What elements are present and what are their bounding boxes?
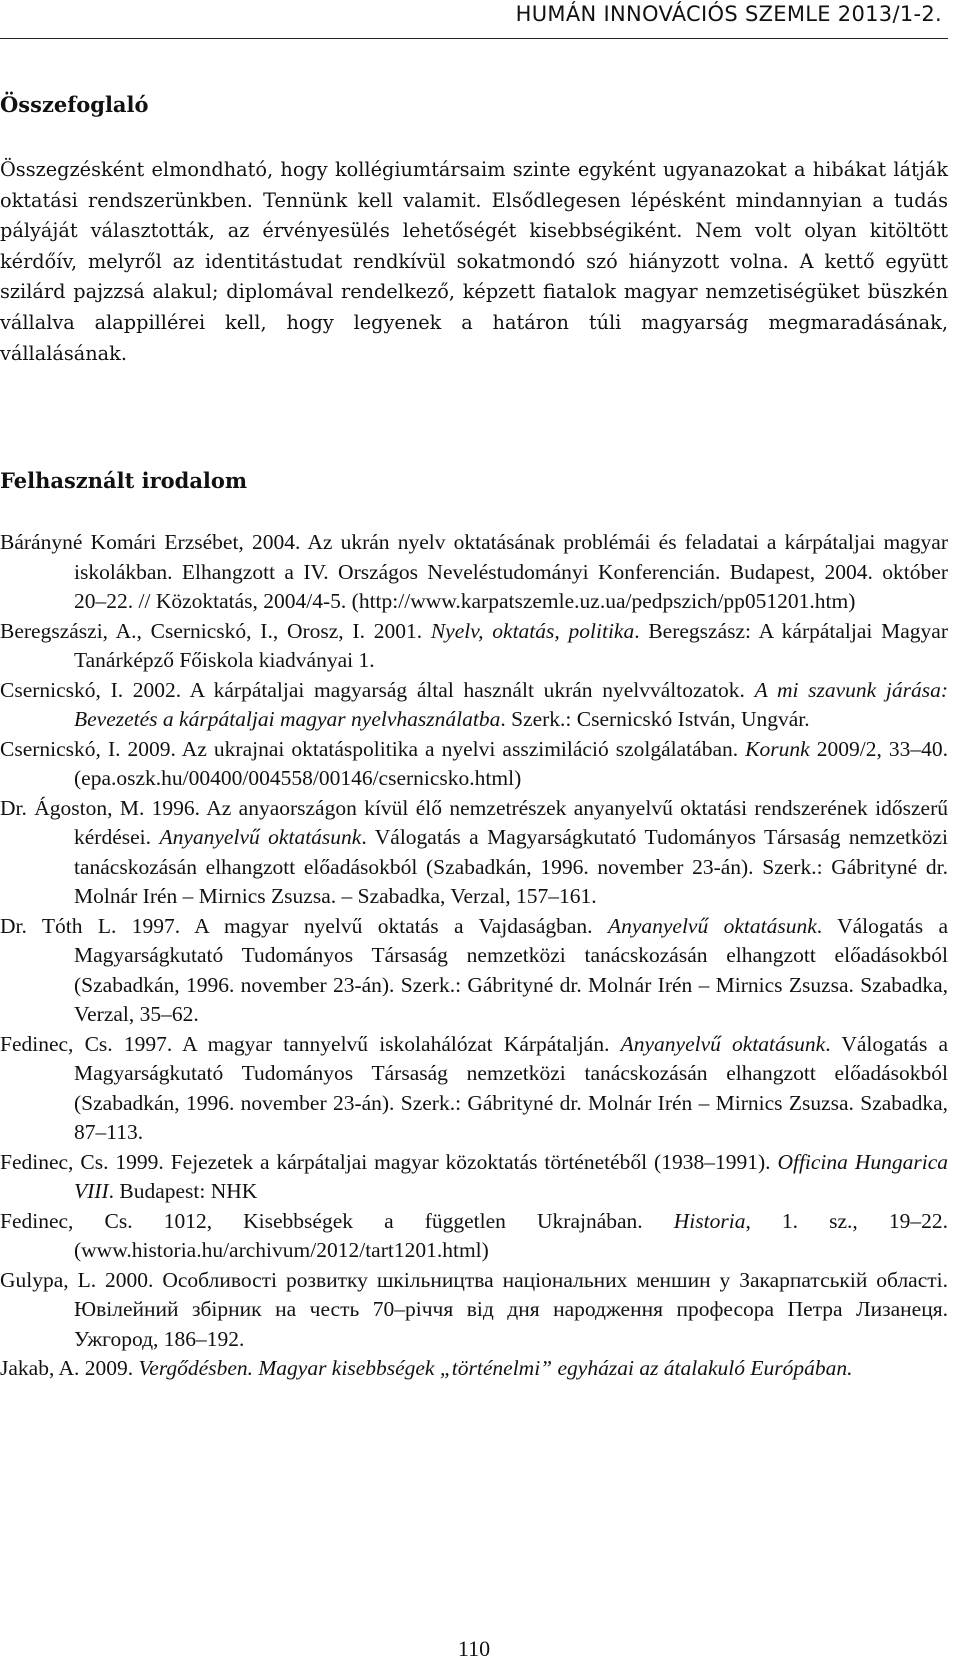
reference-text: Fedinec, Cs. 1997. A magyar tannyelvű iskolahálózat Kárpátalján.	[0, 1031, 621, 1056]
reference-text: . Válogatás a Magyarságkutató Tudományos Társaság nemzetközi tanácskozásán elhangzott előadásokból (Szabadkán, 1996. november 23-án). Szerk.: Gábrityné dr. Molnár Irén – Mirnics Zsuzsa. – Szabadka, Verzal, 157–161.	[74, 825, 948, 908]
reference-title: Officina Hungarica VIII	[74, 1149, 948, 1203]
reference-text: Dr. Ágoston, M. 1996. Az anyaországon kívül élő nemzetrészek anyanyelvű oktatási rendszerének időszerű kérdései.	[0, 795, 948, 849]
reference-text: 2009/2, 33–40. (epa.oszk.hu/00400/004558/00146/csernicsko.html)	[74, 736, 948, 790]
reference-title: Nyelv, oktatás, politika	[430, 618, 635, 643]
reference-item	[0, 1148, 948, 1207]
reference-item	[0, 617, 948, 676]
reference-title: Korunk	[745, 736, 810, 761]
reference-text: . Válogatás a Magyarságkutató Tudományos Társaság nemzetközi tanácskozásán elhangzott előadásokból (Szabadkán, 1996. november 23-án). Szerk.: Gábrityné dr. Molnár Irén – Mirnics Zsuzsa. Szabadka, Verzal, 35–62.	[74, 913, 948, 1026]
summary-heading: Összefoglaló	[0, 92, 149, 117]
running-header	[0, 0, 948, 39]
reference-title: Anyanyelvű oktatásunk	[620, 1031, 826, 1056]
reference-item	[0, 528, 948, 617]
reference-text: Gulypa, L. 2000. Особливості розвитку шкільництва національних меншин у Закарпатській області. Ювілейний збірник на честь 70–річчя від дня народження професора Петра Лизанеця. Ужгород, 186–192.	[0, 1267, 948, 1351]
reference-title: Vergődésben. Magyar kisebbségek „történelmi” egyházai az átalakuló Európában.	[138, 1356, 853, 1380]
reference-text: Dr. Tóth L. 1997. A magyar nyelvű oktatás a Vajdaságban.	[0, 913, 608, 938]
reference-text: Fedinec, Cs. 1999. Fejezetek a kárpátaljai magyar közoktatás történetéből (1938–1991).	[0, 1149, 778, 1174]
summary-paragraph: Összegzésként elmondható, hogy kollégiumtársaim szinte egyként ugyanazokat a hibákat látják oktatási rendszerünkben. Tennünk kell valamit. Elsődlegesen lépésként mindannyian a tudás pályáját választották, az érvényesülés lehetőségét kisebbségiként. Nem volt olyan kitöltött kérdőív, melyről az identitástudat rendkívül sokatmondó szó hiányzott volna. A kettő együtt szilárd pajzzsá alakul; diplomával rendelkező, képzett fiatalok magyar nemzetiségüket büszkén vállalva alappillérei kell, hogy legyenek a határon túli magyarság megmaradásának, vállalásának.	[0, 158, 948, 365]
reference-text: . Beregszász: A kárpátaljai Magyar Tanárképző Főiskola kiadványai 1.	[74, 618, 948, 672]
reference-text: . Válogatás a Magyarságkutató Tudományos Társaság nemzetközi tanácskozásán elhangzott előadásokból (Szabadkán, 1996. november 23-án). Szerk.: Gábrityné dr. Molnár Irén – Mirnics Zsuzsa. Szabadka, 87–113.	[74, 1031, 949, 1144]
reference-item	[0, 1207, 948, 1266]
reference-text: . Budapest: NHK	[108, 1179, 258, 1203]
reference-list	[0, 528, 948, 1384]
reference-title: A mi szavunk járása: Bevezetés a kárpátaljai magyar nyelvhasználatba	[74, 677, 948, 731]
reference-item	[0, 1030, 948, 1148]
reference-text: Beregszászi, A., Csernicskó, I., Orosz, I. 2001.	[0, 618, 431, 643]
reference-title: Anyanyelvű oktatásunk	[607, 913, 817, 938]
reference-text: . Szerk.: Csernicskó István, Ungvár.	[500, 707, 810, 731]
reference-item	[0, 1354, 948, 1384]
references-heading: Felhasznált irodalom	[0, 468, 248, 493]
page-number: 110	[457, 1636, 491, 1661]
journal-title: HUMÁN INNOVÁCIÓS SZEMLE 2013/1-2.	[515, 2, 942, 26]
reference-title: Historia	[673, 1208, 746, 1233]
reference-text: , 1. sz., 19–22. (www.historia.hu/archivum/2012/tart1201.html)	[74, 1208, 948, 1262]
reference-item	[0, 735, 948, 794]
reference-title: Anyanyelvű oktatásunk	[159, 825, 362, 849]
reference-item	[0, 794, 948, 912]
reference-text: Bárányné Komári Erzsébet, 2004. Az ukrán nyelv oktatásának problémái és feladatai a kárpátaljai magyar iskolákban. Elhangzott a IV. Országos Neveléstudományi Konferencián. Budapest, 2004. október 20–22. // Közoktatás, 2004/4-5. (http://www.karpatszemle.uz.ua/pedpszich/pp051201.htm)	[0, 530, 948, 613]
reference-text: Csernicskó, I. 2009. Az ukrajnai oktatáspolitika a nyelvi asszimiláció szolgálatában.	[0, 736, 746, 761]
reference-item	[0, 1266, 948, 1355]
reference-text: Fedinec, Cs. 1012, Kisebbségek a független Ukrajnában.	[0, 1208, 674, 1233]
reference-item	[0, 676, 948, 735]
reference-text: Csernicskó, I. 2002. A kárpátaljai magyarság által használt ukrán nyelvváltozatok.	[0, 677, 755, 702]
reference-text: Jakab, A. 2009.	[0, 1356, 139, 1380]
reference-item	[0, 912, 948, 1030]
